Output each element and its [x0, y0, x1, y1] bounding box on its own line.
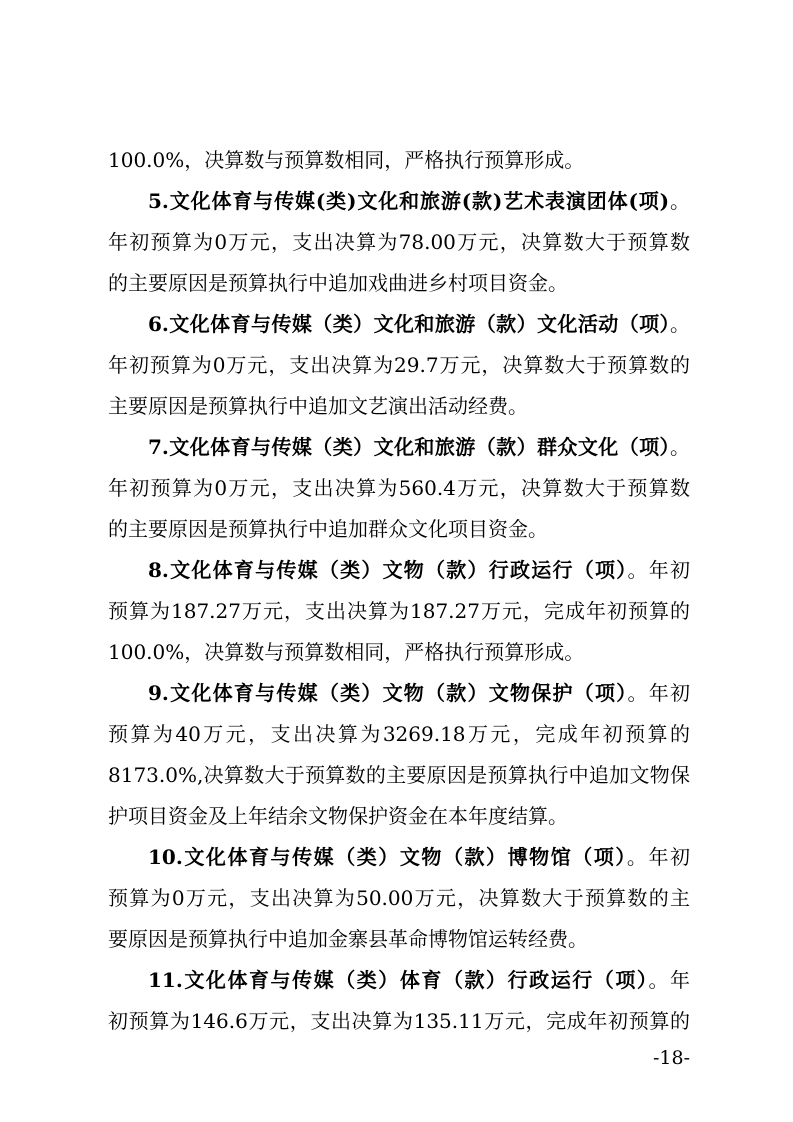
item-heading: 7.文化体育与传媒（类）文化和旅游（款）群众文化（项） — [148, 435, 670, 459]
line-text: 。 — [669, 189, 690, 213]
paragraph-heading-line — [148, 842, 690, 872]
paragraph-line — [108, 801, 690, 831]
paragraph-heading-line — [148, 432, 690, 462]
line-text: 100.0%，决算数与预算数相同，严格执行预算形成。 — [108, 640, 585, 664]
paragraph-heading-line — [148, 678, 690, 708]
line-text: 年初预算为0万元，支出决算为560.4万元，决算数大于预算数 — [108, 476, 690, 500]
line-text: 要原因是预算执行中追加金寨县革命博物馆运转经费。 — [108, 927, 588, 951]
paragraph-line — [108, 473, 690, 503]
line-text: 的主要原因是预算执行中追加群众文化项目资金。 — [108, 517, 548, 541]
line-text: 。年初 — [627, 558, 690, 582]
item-heading: 9.文化体育与传媒（类）文物（款）文物保护（项） — [148, 681, 628, 705]
item-heading: 8.文化体育与传媒（类）文物（款）行政运行（项） — [148, 558, 628, 582]
item-heading: 10.文化体育与传媒（类）文物（款）博物馆（项） — [148, 845, 627, 869]
paragraph-line — [108, 596, 690, 626]
paragraph-heading-line — [148, 186, 690, 216]
paragraph-line — [108, 514, 690, 544]
paragraph-heading-line — [148, 309, 690, 339]
item-heading: 11.文化体育与传媒（类）体育（款）行政运行（项） — [148, 968, 649, 992]
line-text: 初预算为146.6万元，支出决算为135.11万元，完成年初预算的 — [108, 1009, 690, 1033]
line-text: 预算为0万元，支出决算为50.00万元，决算数大于预算数的主 — [108, 886, 690, 910]
line-text: 预算为40万元，支出决算为3269.18万元，完成年初预算的 — [108, 722, 690, 746]
line-text: 。 — [670, 435, 690, 459]
line-text: 年初预算为0万元，支出决算为29.7万元，决算数大于预算数的 — [108, 353, 690, 377]
paragraph-line — [108, 1006, 690, 1036]
paragraph-line — [108, 391, 690, 421]
paragraph-line — [108, 227, 690, 257]
paragraph-line — [108, 637, 690, 667]
paragraph-line — [108, 145, 690, 175]
line-text: 。年 — [648, 968, 690, 992]
paragraph-line — [108, 760, 690, 790]
line-text: 。年初 — [626, 845, 690, 869]
paragraph-heading-line — [148, 555, 690, 585]
item-heading: 6.文化体育与传媒（类）文化和旅游（款）文化活动（项） — [148, 312, 670, 336]
page-number: -18- — [652, 1047, 690, 1069]
paragraph-line — [108, 719, 690, 749]
line-text: 年初预算为0万元，支出决算为78.00万元，决算数大于预算数 — [108, 230, 690, 254]
paragraph-line — [108, 924, 690, 954]
item-heading: 5.文化体育与传媒(类)文化和旅游(款)艺术表演团体(项) — [148, 189, 670, 213]
line-text: 100.0%，决算数与预算数相同，严格执行预算形成。 — [108, 148, 585, 172]
line-text: 。年初 — [627, 681, 690, 705]
line-text: 主要原因是预算执行中追加文艺演出活动经费。 — [108, 394, 528, 418]
paragraph-line — [108, 350, 690, 380]
line-text: 。 — [670, 312, 690, 336]
line-text: 8173.0%,决算数大于预算数的主要原因是预算执行中追加文物保 — [108, 763, 690, 787]
line-text: 的主要原因是预算执行中追加戏曲进乡村项目资金。 — [108, 271, 568, 295]
paragraph-line — [108, 268, 690, 298]
line-text: 预算为187.27万元，支出决算为187.27万元，完成年初预算的 — [108, 599, 690, 623]
paragraph-line — [108, 883, 690, 913]
paragraph-heading-line — [148, 965, 690, 995]
line-text: 护项目资金及上年结余文物保护资金在本年度结算。 — [108, 804, 568, 828]
